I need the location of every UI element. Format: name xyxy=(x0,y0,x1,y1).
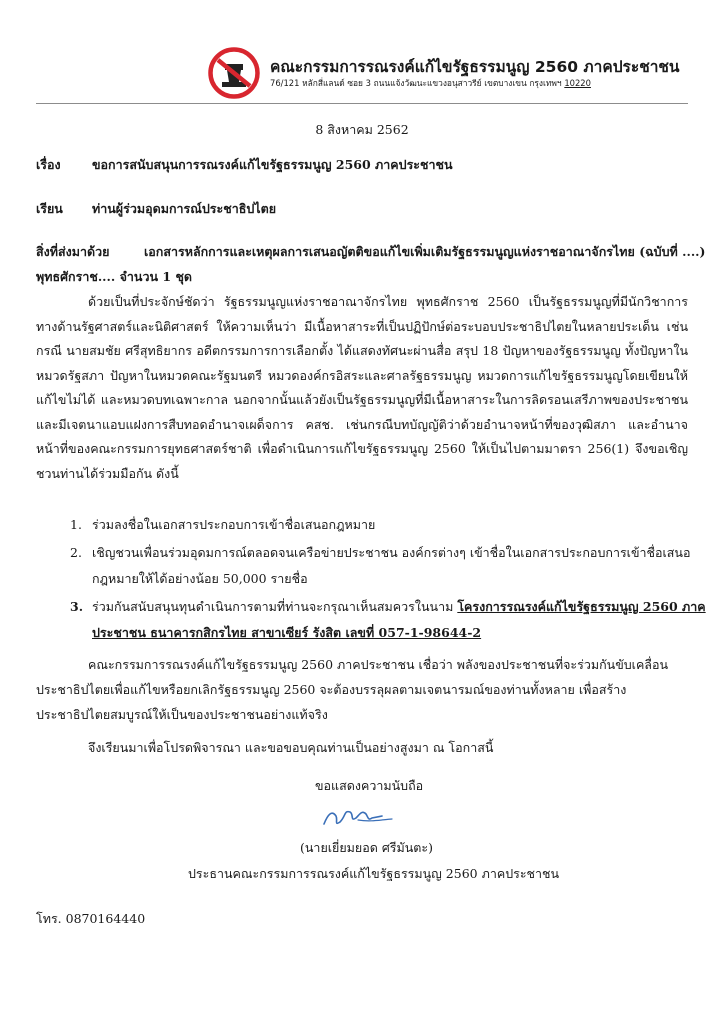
phone-number: โทร. 0870164440 xyxy=(36,911,146,926)
list-number: 1. xyxy=(70,517,82,532)
enclosure-row xyxy=(36,242,705,262)
list-text: เชิญชวนเพื่อนร่วมอุดมการณ์ตลอดจนเครือข่ายประชาชน องค์กรต่างๆ เข้าชื่อในเอกสารประกอบการเข้าชื่อเสนอ xyxy=(92,545,691,560)
header-divider xyxy=(36,103,688,104)
list-item-3 xyxy=(70,594,706,620)
handwritten-signature-icon xyxy=(318,800,398,832)
enclosure-value: เอกสารหลักการและเหตุผลการเสนอญัตติขอแก้ไขเพิ่มเติมรัฐธรรมนูญแห่งราชอาณาจักรไทย (ฉบับที่ ....) xyxy=(144,244,706,259)
organization-address xyxy=(270,76,591,90)
subject-value: ขอการสนับสนุนการรณรงค์แก้ไขรัฐธรรมนูญ 2560 ภาคประชาชน xyxy=(92,157,453,172)
bank-account-line-1: โครงการรณรงค์แก้ไขรัฐธรรมนูญ 2560 ภาค xyxy=(457,599,706,614)
recipient-row xyxy=(36,199,276,219)
subject-row xyxy=(36,155,453,175)
enclosure-continuation: พุทธศักราช.... จำนวน 1 ชุด xyxy=(36,269,193,284)
signer-name: (นายเยี่ยมยอด ศรีมันตะ) xyxy=(300,840,433,855)
request-paragraph: จึงเรียนมาเพื่อโปรดพิจารณา และขอขอบคุณท่านเป็นอย่างสูงมา ณ โอกาสนี้ xyxy=(88,740,494,755)
list-item-1 xyxy=(70,512,375,538)
list-item-2 xyxy=(70,540,690,566)
subject-label: เรื่อง xyxy=(36,157,61,172)
address-text: 76/121 หลักสี่แลนด์ ซอย 3 ถนนแจ้งวัฒนะแขวงอนุสาวรีย์ เขตบางเขน กรุงเทพฯ xyxy=(270,78,562,88)
regards-text: ขอแสดงความนับถือ xyxy=(315,778,424,793)
recipient-label: เรียน xyxy=(36,201,63,216)
body-paragraph: ด้วยเป็นที่ประจักษ์ชัดว่า รัฐธรรมนูญแห่งราชอาณาจักรไทย พุทธศักราช 2560 เป็นรัฐธรรมนูญที่มีนักวิชาการทางด้านรัฐศาสตร์และนิติศาสตร์ ให้ความเห็นว่า มีเนื้อหาสาระที่เป็นปฏิปักษ์ต่อระบอบประชาธิปไตยในหลายประเด็น เช่น กรณี นายสมชัย ศรีสุทธิยากร อดีตกรรมการการเลือกตั้ง ได้แสดงทัศนะผ่านสื่อ สรุป 18 ปัญหาของรัฐธรรมนูญ ทั้งปัญหาในหมวดรัฐสภา ปัญหาในหมวดคณะรัฐมนตรี หมวดองค์กรอิสระและศาลรัฐธรรมนูญ หมวดการแก้ไขรัฐธรรมนูญโดยเขียนให้แก้ไขไม่ได้ และหมวดบทเฉพาะกาล นอกจากนั้นแล้วยังเป็นรัฐธรรมนูญที่มีเนื้อหาสาระในการลิดรอนเสรีภาพของประชาชน และมีเจตนาแอบแฝงการสืบทอดอำนาจเผด็จการ คสช. เช่นกรณีบทบัญญัติว่าด้วยอำนาจหน้าที่ของวุฒิสภา และอำนาจหน้าที่ของคณะกรรมการยุทธศาสตร์ชาติ เพื่อดำเนินการแก้ไขรัฐธรรมนูญ 2560 ให้เป็นไปตามมาตรา 256(1) จึงขอเชิญชวนท่านได้ร่วมมือกัน ดังนี้ xyxy=(36,294,688,481)
closing-paragraph: คณะกรรมการรณรงค์แก้ไขรัฐธรรมนูญ 2560 ภาคประชาชน เชื่อว่า พลังของประชาชนที่จะร่วมกันขับเคลื่อนประชาธิปไตยเพื่อแก้ไขหรือยกเลิกรัฐธรรมนูญ 2560 จะต้องบรรลุผลตามเจตนารมณ์ของท่านทั้งหลาย เพื่อสร้างประชาธิปไตยสมบูรณ์ให้เป็นของประชาชนอย่างแท้จริง xyxy=(36,657,669,722)
no-constitution-logo-icon xyxy=(207,46,261,100)
list-number: 3. xyxy=(70,599,84,614)
list-number: 2. xyxy=(70,545,82,560)
recipient-value: ท่านผู้ร่วมอุดมการณ์ประชาธิปไตย xyxy=(92,201,277,216)
enclosure-label: สิ่งที่ส่งมาด้วย xyxy=(36,244,110,259)
list-item-2-continuation: กฎหมายให้ได้อย่างน้อย 50,000 รายชื่อ xyxy=(92,571,308,586)
postal-code: 10220 xyxy=(564,78,591,88)
bank-account-line-2: ประชาชน ธนาคารกสิกรไทย สาขาเซียร์ รังสิต เลขที่ 057-1-98644-2 xyxy=(92,625,482,640)
list-text: ร่วมกันสนับสนุนทุนดำเนินการตามที่ท่านจะกรุณาเห็นสมควรในนาม xyxy=(92,599,458,614)
list-text: ร่วมลงชื่อในเอกสารประกอบการเข้าชื่อเสนอกฎหมาย xyxy=(92,517,376,532)
organization-name: คณะกรรมการรณรงค์แก้ไขรัฐธรรมนูญ 2560 ภาคประชาชน xyxy=(270,58,680,76)
letter-date: 8 สิงหาคม 2562 xyxy=(315,122,409,137)
signer-title: ประธานคณะกรรมการรณรงค์แก้ไขรัฐธรรมนูญ 2560 ภาคประชาชน xyxy=(188,866,560,881)
